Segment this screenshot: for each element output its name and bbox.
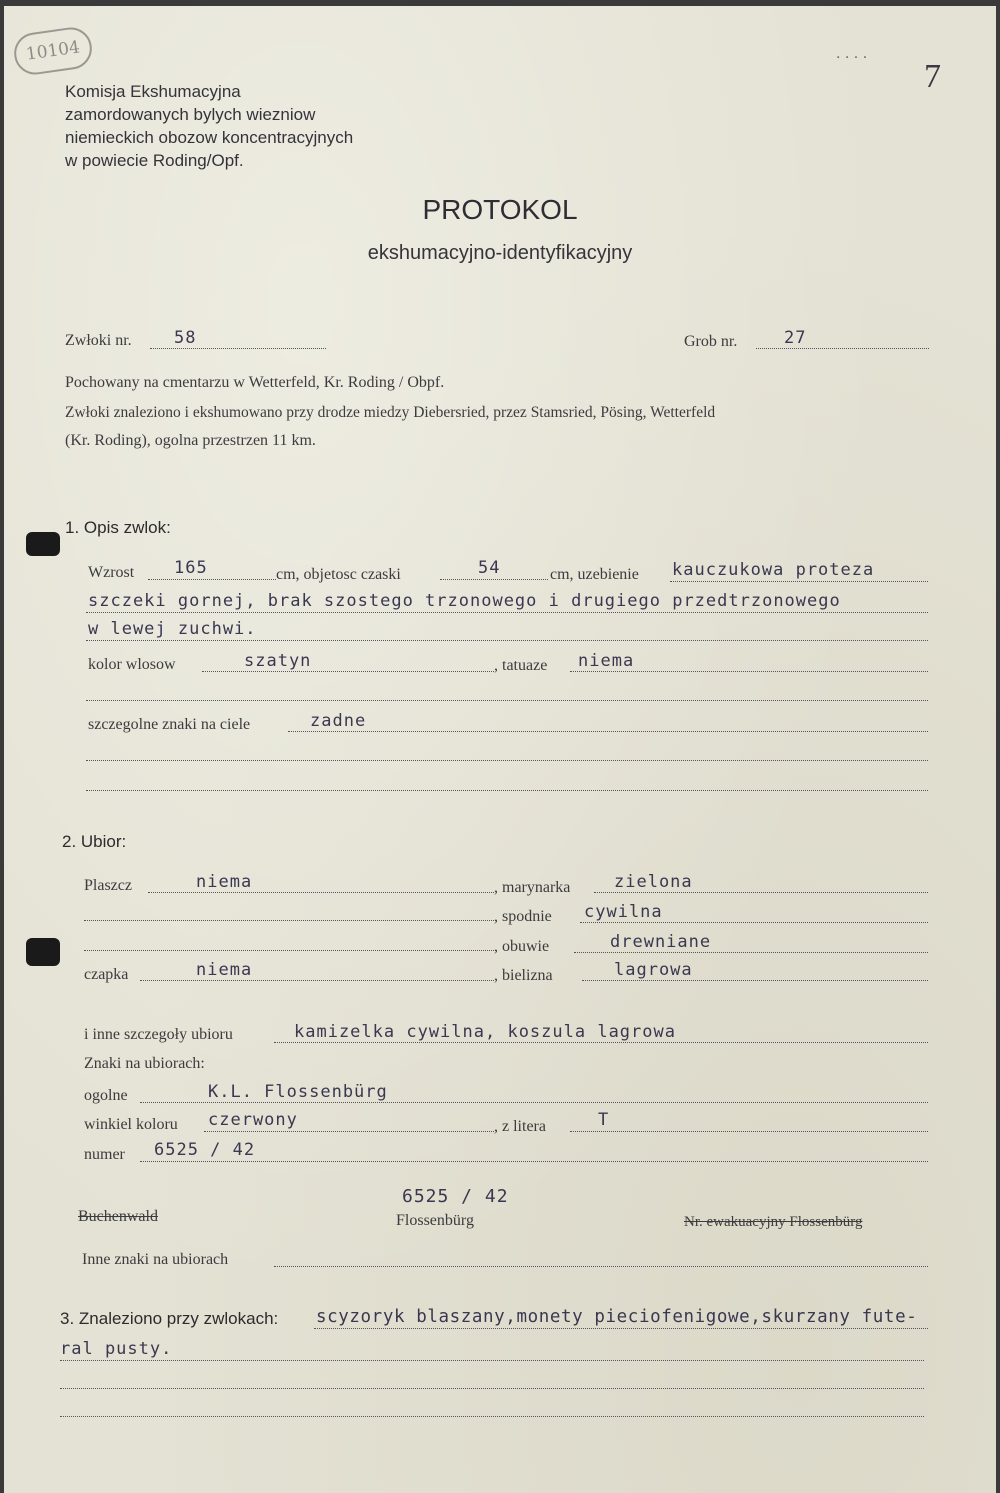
number-label: numer: [84, 1146, 125, 1163]
body-number-label: Zwłoki nr.: [65, 332, 132, 349]
header-line-3: niemieckich obozow koncentracyjnych: [65, 128, 354, 147]
hair-label: kolor wlosow: [88, 656, 176, 673]
tattoo-label: , tatuaze: [494, 657, 548, 674]
flossenburg-label: Flossenbürg: [396, 1212, 474, 1229]
other-clothing-label: i inne szczegoły ubioru: [84, 1026, 233, 1043]
teeth-value-3: w lewej zuchwi.: [88, 619, 257, 639]
hole-punch-mark: [26, 532, 60, 556]
trousers-value: cywilna: [584, 902, 663, 922]
height-value: 165: [174, 558, 208, 578]
skull-value: 54: [478, 558, 501, 578]
section-1-heading: 1. Opis zwlok:: [65, 518, 171, 537]
page-title: PROTOKOL: [422, 194, 578, 225]
hair-value: szatyn: [244, 651, 312, 671]
header-line-1: Komisja Ekshumacyjna: [65, 82, 241, 101]
hole-punch-mark: [26, 938, 60, 966]
section-3-heading: 3. Znaleziono przy zwlokach:: [60, 1309, 279, 1328]
coat-value: niema: [196, 872, 253, 892]
triangle-color-value: czerwony: [208, 1110, 298, 1130]
distance-line: (Kr. Roding), ogolna przestrzen 11 km.: [65, 432, 316, 449]
underwear-label: , bielizna: [494, 967, 553, 984]
commission-header: [65, 80, 353, 172]
triangle-color-label: winkiel koloru: [84, 1116, 178, 1133]
trousers-label: , spodnie: [494, 908, 552, 925]
faint-dots: . . . .: [836, 46, 868, 62]
cap-value: niema: [196, 960, 253, 980]
grave-number-label: Grob nr.: [684, 333, 738, 350]
cap-label: czapka: [84, 966, 129, 983]
camp-number: 6525 / 42: [402, 1186, 509, 1207]
body-marks-label: szczegolne znaki na ciele: [88, 716, 251, 733]
buchenwald-struck: Buchenwald: [78, 1208, 158, 1225]
shoes-value: drewniane: [610, 932, 712, 952]
shoes-label: , obuwie: [494, 938, 550, 955]
body-marks-value: zadne: [310, 711, 367, 731]
teeth-value-1: kauczukowa proteza: [672, 560, 875, 580]
underwear-value: lagrowa: [614, 960, 693, 980]
other-clothing-marks-label: Inne znaki na ubiorach: [82, 1251, 229, 1268]
jacket-label: , marynarka: [494, 879, 571, 896]
header-line-4: w powiecie Roding/Opf.: [65, 151, 244, 170]
burial-place: Pochowany na cmentarzu w Wetterfeld, Kr. Roding / Obpf.: [65, 374, 445, 391]
section-2-heading: 2. Ubior:: [62, 832, 127, 851]
body-number-value: 58: [174, 328, 197, 348]
clothing-marks-heading: Znaki na ubiorach:: [84, 1055, 205, 1072]
height-label: Wzrost: [88, 564, 135, 581]
teeth-value-2: szczeki gornej, brak szostego trzonowego i drugiego przedtrzonowego: [88, 591, 841, 611]
page-subtitle: ekshumacyjno-identyfikacyjny: [367, 242, 633, 264]
evacuation-number-struck: Nr. ewakuacyjny Flossenbürg: [684, 1214, 863, 1230]
exhumation-place: Zwłoki znaleziono i ekshumowano przy drodze miedzy Diebersried, przez Stamsried, Pösing, Wetterfeld: [65, 404, 716, 421]
general-marks-value: K.L. Flossenbürg: [208, 1082, 388, 1102]
letter-value: T: [598, 1110, 610, 1130]
found-items-line-2: ral pusty.: [60, 1339, 173, 1359]
archive-number: 10104: [24, 37, 82, 65]
jacket-value: zielona: [614, 872, 693, 892]
other-clothing-value: kamizelka cywilna, koszula lagrowa: [294, 1022, 676, 1042]
found-items-line-1: scyzoryk blaszany,monety pieciofenigowe,skurzany fute-: [316, 1307, 918, 1327]
tattoo-value: niema: [578, 651, 635, 671]
document-page: [4, 6, 996, 1493]
archive-number-stamp: [11, 25, 94, 77]
number-value: 6525 / 42: [154, 1140, 256, 1160]
skull-label: cm, objetosc czaski: [276, 566, 401, 583]
letter-label: , z litera: [494, 1118, 546, 1135]
teeth-label: cm, uzebienie: [550, 566, 639, 583]
page-number: 7: [924, 58, 941, 95]
general-marks-label: ogolne: [84, 1087, 128, 1104]
header-line-2: zamordowanych bylych wiezniow: [65, 105, 316, 124]
coat-label: Plaszcz: [84, 877, 132, 894]
grave-number-value: 27: [784, 328, 807, 348]
